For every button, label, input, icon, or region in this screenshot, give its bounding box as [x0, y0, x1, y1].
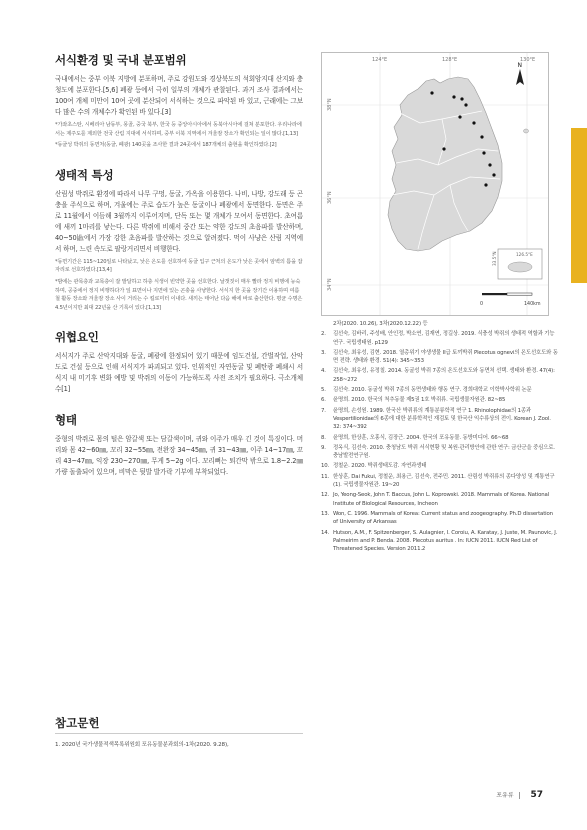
references-divider	[55, 733, 303, 734]
morphology-body: 중형의 박쥐로 몸의 털은 암갈색 또는 담갈색이며, 귀와 이주가 매우 긴 것이 특징이다. 머리와 몸 42~60㎜, 꼬리 32~55㎜, 전완장 34~45㎜, 귀 31~43㎜, 이주 14~17㎜, 꼬리 43~47㎜, 익장 230~270㎜, 무게 5~2g 이다. 꼬리뼈는 퇴간막 밖으로 1.8~2.2㎜ 가량 돌출되어 있으며, 비막은 뒷발 발가락 기부에 부착되었다.	[55, 435, 303, 477]
reference-item	[321, 386, 559, 394]
reference-text: 김선숙, 최유성, 김현. 2018. 열총위기 야생생물 II급 토끼박쥐 Plecotus ognevi의 온도선호도와 동면 전략. 생태와 환경. 51(4): 345~353	[333, 349, 558, 365]
habitat-note-1: *가좌초스탄, 시베리아 남동부, 몽골, 중국 북부, 한국 등 중앙아시아에서 동북아시아에 걸쳐 분포한다. 우리나라에서는 제주도를 제외한 전국 산림 지대에 서식하며, 중부 이북 지역에서 겨울잠 장소가 확인되는 일이 많다.[1,13]	[55, 122, 302, 137]
threat-body: 서식지가 주로 산악지대와 동굴, 폐광에 한정되어 있기 때문에 임도건설, 간벌작업, 산악도로 건설 등으로 인해 서식지가 파괴되고 있다. 인위적인 자연동굴 및 폐탄광 폐쇄시 서식지 내 미기후 변화 예방 및 박쥐의 이동이 가능하도록 사전 조치가 필요하다. 극소개체수[1]	[55, 352, 303, 394]
habitat-body: 국내에서는 중부 이북 지방에 분포하며, 주로 강원도와 경상북도의 석회암지대 산지와 충청도에 분포한다.[5,6] 폐광 등에서 극히 일부의 개체가 관찰된다. 과거 조사 결과에서는 100여 개체 미만이 10여 곳에 분산되어 서식하는 것으로 파악된 바 있고, 근래에는 그보다 많은 수의 개체수가 확인된 바 있다.[3]	[55, 75, 303, 116]
inset-lat-label: 33.5°N	[492, 251, 497, 266]
reference-text: 한상훈, Dai Fukui, 정철운, 최용근, 김선숙, 전주민. 2011. 산림성 박쥐류의 종다양성 및 계통연구 (1). 국립생물자원관. 19~20	[333, 473, 555, 489]
lat-label-1: 38°N	[327, 98, 333, 111]
reference-text: 윤명희, 손성원. 1989. 한국산 박쥐류의 계통분류학적 연구 1. Rhinolophidae의 1종과 Vespertilionidae의 6종에 대한 분류학적인 재검토 및 한국산 익수류상의 전이. Korean J. Zool. 32: 374~392	[333, 407, 551, 431]
reference-number: 13.	[321, 510, 330, 517]
reference-number: 2.	[321, 331, 326, 338]
korea-map-svg	[322, 53, 548, 315]
inset-lon-label: 126.5°E	[516, 252, 533, 257]
reference-text: 정철운. 2020. 박쥐생태도감. 자연과생태	[333, 463, 427, 470]
page-footer	[496, 790, 543, 800]
reference-number: 8.	[321, 434, 326, 441]
reference-text: 김선숙, 최유성, 유정칠. 2014. 동굴성 박쥐 7종의 온도선호도와 동면처 선택. 생태와 환경. 47(4): 258~272	[333, 368, 555, 383]
reference-number: 6.	[321, 397, 326, 404]
north-arrow-icon	[516, 69, 524, 85]
ecology-note-1: *동면기간은 115~120일로 나타났고, 낮은 온도를 선호하여 동굴 입구 근처의 온도가 낮은 곳에서 암벽의 틈을 잡자리로 선호하였다.[13,4]	[55, 258, 303, 274]
reference-number: 9.	[321, 444, 326, 451]
reference-item-1: 1. 2020년 국가생물적색목록위원회 포유동물분과회의-1차(2020. 9.28),	[55, 742, 229, 748]
scale-end-label: 140km	[524, 302, 541, 307]
reference-item	[321, 444, 559, 461]
reference-item	[321, 434, 559, 442]
habitat-note-2: *동굴성 박쥐의 동면처(동굴, 폐광) 140곳을 조사한 결과 24곳에서 187개체의 출현을 확인하였다.[2]	[55, 142, 277, 149]
lat-label-3: 34°N	[327, 278, 333, 291]
scale-bar	[482, 293, 532, 295]
ecology-body: 산림성 박쥐로 환경에 따라서 나무 구멍, 동굴, 가옥을 이용한다. 나비, 나방, 강도래 등 곤충을 주식으로 하며, 겨울에는 주로 습도가 높은 동굴이나 폐광에서 동면한다. 동면은 주로 11월에서 이듬해 3월까지 이루어지며, 단독 또는 몇 개체가 모여서 동면한다. 초여름에 새끼 1마리를 낳는다. 다른 박쥐에 비해서 중간 또는 약한 강도의 초음파를 발산하며, 40~50㎑에서 가장 강한 초음파를 발산하는 것으로 알려졌다. 먹이 사냥은 산림 지역에서 하며, 느린 속도로 팔랑거리면서 비행한다.	[55, 189, 303, 253]
reference-number: 12.	[321, 492, 330, 499]
reference-item-1-cont: 2차(2020. 10.26), 3차(2020.12.22) 등	[333, 321, 428, 327]
north-label: N	[517, 62, 522, 69]
reference-number: 7.	[321, 407, 326, 414]
lat-label-2: 36°N	[327, 191, 333, 204]
reference-item	[321, 462, 559, 470]
reference-number: 5.	[321, 387, 326, 394]
reference-text: 김선숙, 김바리, 주성배, 안인정, 박소연, 김재연, 정길상. 2019. 식충성 박쥐의 생태적 역할과 기능 연구. 국립생태원. p129	[333, 331, 555, 346]
footer-section-label: 포유류	[496, 792, 514, 799]
reference-item	[321, 396, 559, 404]
reference-item	[321, 349, 559, 366]
reference-text: Hutson, A.M., F. Spitzenberger, S. Aulagnier, I. Coroiu, A. Karatay, J. Juste, M. Paunovic, J. Palmeirim and P. Benda. 2008. Plecotus auritus . In: IUCN 2011. IUCN Red List of Threatened Species. Version 2011.2	[333, 529, 558, 553]
reference-number: 10.	[321, 463, 330, 470]
footer-separator	[519, 792, 520, 799]
ulleung-island	[524, 129, 529, 133]
reference-text: 윤명희. 2010. 한국의 척추동물 제5권 1호 박쥐류. 국립생물자원관. 82~85	[333, 397, 506, 404]
references-list	[321, 320, 559, 555]
ecology-heading: 생태적 특성	[55, 167, 114, 182]
reference-number: 4.	[321, 368, 326, 375]
lon-label-2: 128°E	[442, 57, 458, 63]
reference-text: Jo, Yeong-Seok, John T. Baccus, John L. Koprowski. 2018. Mammals of Korea. National Institute of Biological Resources, Incheon	[333, 492, 550, 507]
reference-item	[321, 529, 559, 554]
lon-label-3: 130°E	[520, 57, 536, 63]
ecology-note-2: *밤에는 관목층과 교목층이 잘 발달하고 하층 식생이 빈약한 곳을 선호한다. 날갯짓이 매우 빨라 정지 비행에 능숙하며, 공중에서 정지 비행하다가 잎 표면이나 지면에 있는 곤충을 사냥한다. 서식지 한 곳을 장기간 이용하며 여름철 활동 장소와 겨울잠 장소 사이 거리는 수 킬로미터 이내다. 새끼는 태어난 다음 해에 바로 출산한다. 평균 수명은 4.5년이지만 최대 22년을 산 기록이 있다.[1,13]	[55, 278, 303, 311]
reference-item	[321, 473, 559, 490]
reference-text: 정옥식, 김선숙. 2010. 충청남도 박쥐 서식현황 및 복원·관리방안에 관한 연구: 금산군을 중심으로. 충남발전연구원.	[333, 444, 555, 460]
reference-item	[321, 491, 559, 508]
threat-heading: 위협요인	[55, 330, 99, 345]
section-tab-marker	[571, 128, 587, 283]
reference-number: 3.	[321, 349, 326, 356]
reference-item	[321, 330, 559, 347]
reference-item	[321, 407, 559, 432]
habitat-heading: 서식환경 및 국내 분포범위	[55, 53, 187, 67]
references-heading: 참고문헌	[55, 716, 100, 730]
reference-number: 14.	[321, 529, 330, 536]
reference-item	[321, 367, 559, 384]
reference-text: 김선숙. 2010. 동굴성 박쥐 7종의 동면생태와 행동 연구. 경희대학교 이학박사학위 논문	[333, 387, 532, 394]
left-column	[55, 52, 303, 478]
reference-text: Won, C. 1996. Mammals of Korea: Current status and zoogeography. Ph.D dissertation of University of Arkansas	[333, 510, 553, 526]
reference-number: 11.	[321, 473, 330, 480]
scale-start-label: 0	[480, 302, 484, 307]
reference-text: 윤명희, 한상훈, 오홍식, 김장근. 2004. 한국의 포유동물. 동방미디어. 66~68	[333, 434, 509, 441]
distribution-map	[321, 52, 549, 316]
lon-label-1: 124°E	[372, 57, 388, 63]
korea-landmass	[388, 77, 502, 251]
page-number: 57	[530, 790, 543, 800]
morphology-heading: 형태	[55, 413, 77, 428]
reference-item	[321, 510, 559, 527]
